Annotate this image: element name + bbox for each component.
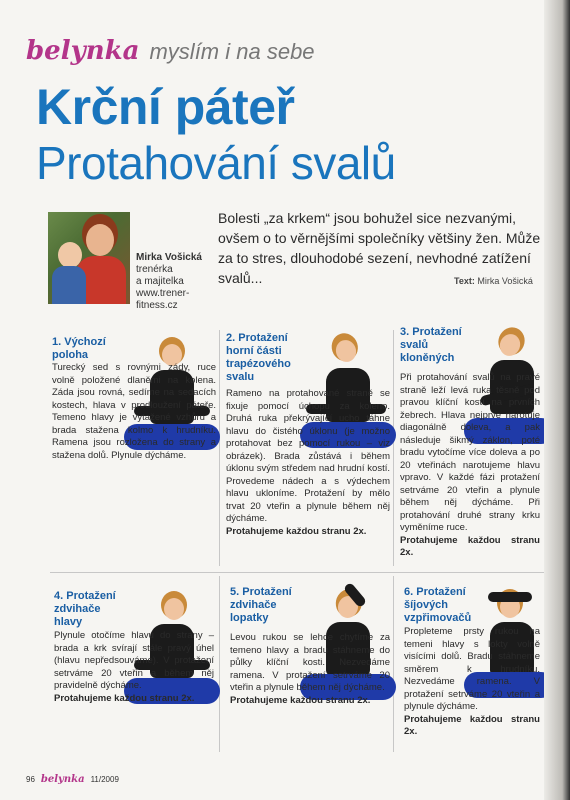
exercise-4-text: Plynule otočíme hlavu do strany – brada a krk svírají stále pravý úhel (hlavu nepředsouváme). V protažení setrváme 20 vteřin a během něj pravidelně dýcháme. Protahujeme každou stranu 2x. <box>54 630 214 704</box>
section-tagline: myslím i na sebe <box>149 39 315 64</box>
author-web: fitness.cz <box>136 300 178 311</box>
exercise-4-repeat: Protahujeme každou stranu 2x. <box>54 692 195 704</box>
exercise-5-title: 5. Protažení zdvihače lopatky <box>230 586 292 624</box>
exercise-4-title: 4. Protažení zdvihače hlavy <box>54 590 116 628</box>
author-info <box>136 252 202 312</box>
exercise-6-text: Propleteme prsty rukou na temeni hlavy s lokty volně visícími dolů. Bradu stáhneme směrem k hrudníku. Nezvedáme ramena. V protažení setrváme 20 vteřin a plynule dýcháme. Protahujeme každou stranu 2x. <box>404 626 540 737</box>
article-title-line1: Krční páteř <box>36 79 295 135</box>
credit-label: Text: <box>454 276 475 286</box>
brand-logo: belynka <box>26 36 140 66</box>
credit-name: Mirka Vošická <box>477 276 533 286</box>
exercise-6-repeat: Protahujeme každou stranu 2x. <box>404 713 540 737</box>
author-photo <box>48 212 130 304</box>
page-footer <box>26 774 119 785</box>
exercise-2-text: Rameno na protahované straně se fixuje pomocí úchopu za koleno. Druhá ruka překrývající ucho táhne hlavu do čistého úklonu (je možno protahovat bez pomocí rukou – viz obrázek). Brada zůstává i během úklonu svým středem nad hrudní kostí. Provedeme nádech a s výdechem hlavu ukloníme. Protažení by mělo trvat 20 vteřin a plynule během něj dýcháme. Protahujeme každou stranu 2x. <box>226 388 390 537</box>
issue-number: 11/2009 <box>90 775 119 784</box>
text-credit <box>454 276 533 286</box>
article-title-line2: Protahování svalů <box>36 137 396 189</box>
exercise-1-text: Turecký sed s rovnými zády, ruce volně položené dlaněmi na kolena. Záda jsou rovná, sedíme na sedacích kostech, hlava v prodloužení páteře. Temeno hlavy je vytažené vzhůru a brada stažena kolmo k hrudníku. Ramena jsou rozložena do strany a stažena dolů. Plynule dýcháme. <box>52 362 216 461</box>
exercise-5-repeat: Protahujeme každou stranu 2x. <box>230 694 371 706</box>
exercise-2-title: 2. Protažení horní části trapézového svalu <box>226 332 291 383</box>
author-role: trenérka <box>136 264 173 275</box>
exercise-6-title: 6. Protažení šíjových vzpřimovačů <box>404 586 472 624</box>
exercise-3-repeat: Protahujeme každou stranu 2x. <box>400 534 540 558</box>
row-divider <box>50 572 544 573</box>
exercise-1-title: 1. Výchozí poloha <box>52 336 106 361</box>
exercise-5-text: Levou rukou se lehce chytíme za temeno hlavy a bradu stáhneme do půlky klíční kosti. Nezvedáme ramena. V protažení setrváme 20 vteřin a plynule během něj dýcháme. Protahujeme každou stranu 2x. <box>230 632 390 706</box>
exercise-3-text: Při protahování svalů na pravé straně leží levá ruka těsně pod pravou klíční kostí na prvních žebrech. Hlava nejprve narotuje diagonálně doleva, a pak následuje šikmý záklon, poté bradu vytočíme více doleva a po 20 vteřinách narotujeme hlavu vpravo. V každé fázi protažení setrváme 20 vteřin a plynule během něj dýcháme. Při protahování druhé strany krku vyměníme ruce. Protahujeme každou stranu 2x. <box>400 372 540 558</box>
footer-brand: belynka <box>40 774 85 785</box>
article-lead: Bolesti „za krkem“ jsou bohužel sice nezvanými, ovšem o to věrnějšími společníky většiny žen. Může za to stres, dlouhodobé sezení, nevhodné zatížení svalů... <box>218 210 541 286</box>
exercise-3-title: 3. Protažení svalů kloněných <box>400 326 462 364</box>
author-name: Mirka Vošická <box>136 252 202 263</box>
author-role: a majitelka <box>136 276 184 287</box>
page-header <box>26 36 315 66</box>
page-number: 96 <box>26 775 35 784</box>
page-spine <box>544 0 570 800</box>
author-web: www.trener- <box>136 288 190 299</box>
exercise-2-repeat: Protahujeme každou stranu 2x. <box>226 525 367 537</box>
